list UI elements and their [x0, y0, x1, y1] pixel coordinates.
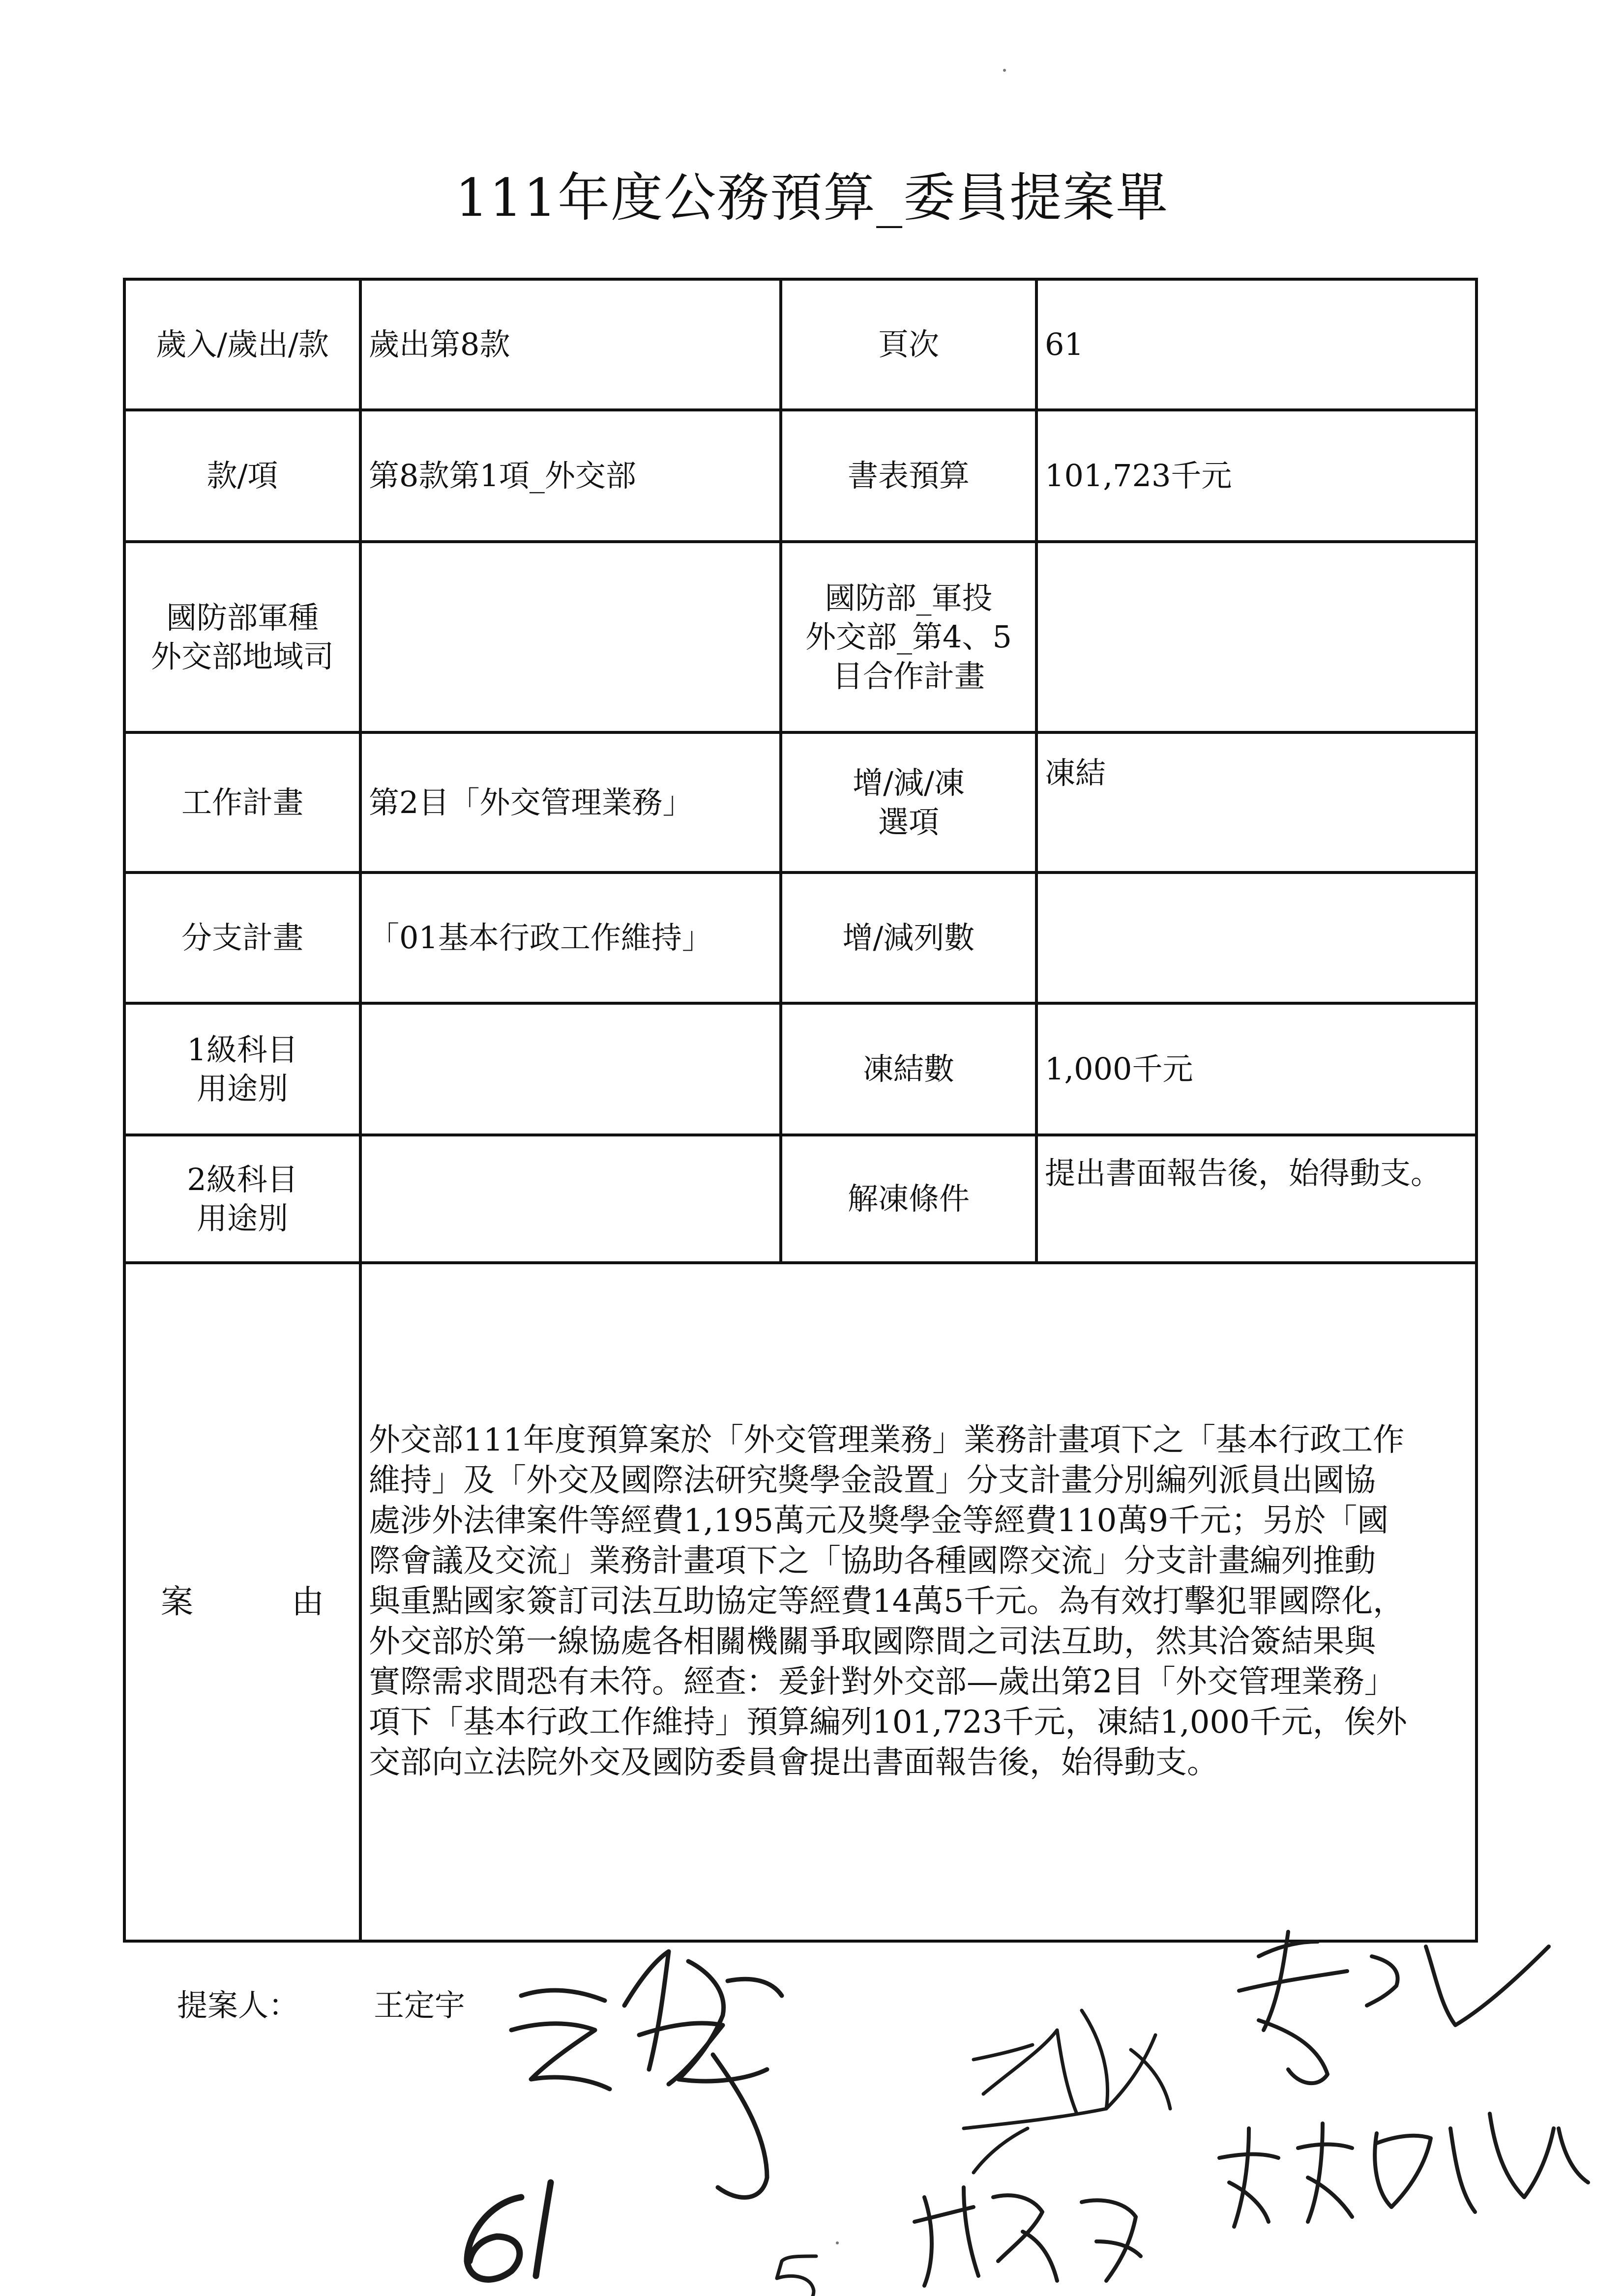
value-defense-branch — [360, 542, 781, 732]
label-line: 外交部_第4、5 — [805, 619, 1012, 655]
value-report-budget: 101,723千元 — [1036, 410, 1476, 542]
value-level1-item — [360, 1003, 781, 1135]
label-work-plan: 工作計畫 — [124, 732, 360, 872]
reason-line: 交部向立法院外交及國防委員會提出書面報告後，始得動支。 — [369, 1744, 1218, 1781]
value-adjust-option: 凍結 — [1036, 732, 1476, 872]
proposal-form-table — [123, 278, 1478, 1943]
reason-line: 項下「基本行政工作維持」預算編列101,723千元，凍結1,000千元，俟外 — [369, 1704, 1407, 1741]
reason-label-char: 由 — [292, 1582, 324, 1621]
signature-3 — [1239, 1932, 1549, 2083]
label-line: 目合作計畫 — [832, 658, 985, 694]
reason-line: 際會議及交流」業務計畫項下之「協助各種國際交流」分支計畫編列推動 — [369, 1543, 1376, 1580]
reason-line: 處涉外法律案件等經費1,195萬元及獎學金等經費110萬9千元；另於「國 — [369, 1503, 1389, 1540]
row-defense-foreign — [124, 542, 1476, 732]
label-line: 用途別 — [196, 1200, 288, 1236]
reason-line: 實際需求間恐有未符。經查：爰針對外交部—歲出第2目「外交管理業務」 — [369, 1663, 1396, 1700]
label-reason — [124, 1263, 360, 1941]
row-level1-item — [124, 1003, 1476, 1135]
row-reason — [124, 1263, 1476, 1941]
label-level1-item — [124, 1003, 360, 1135]
handwritten-small-note — [777, 2256, 816, 2296]
label-line: 國防部_軍投 — [825, 580, 993, 616]
reason-label-char: 案 — [161, 1582, 193, 1621]
label-line: 增/減/凍 — [853, 765, 965, 801]
label-adjust-option — [781, 732, 1036, 872]
value-section: 第8款第1項_外交部 — [360, 410, 781, 542]
proposer-label: 提案人： — [177, 1987, 299, 2023]
label-branch-plan: 分支計畫 — [124, 872, 360, 1003]
label-budget-type: 歲入/歲出/款 — [124, 279, 360, 410]
label-line: 用途別 — [196, 1071, 288, 1106]
reason-line: 維持」及「外交及國際法研究獎學金設置」分支計畫分別編列派員出國協 — [369, 1462, 1376, 1499]
row-branch-plan — [124, 872, 1476, 1003]
label-line: 2級科目 — [187, 1161, 298, 1197]
label-level2-item — [124, 1135, 360, 1263]
label-unfreeze-condition: 解凍條件 — [781, 1135, 1036, 1263]
value-branch-plan: 「01基本行政工作維持」 — [360, 872, 781, 1003]
value-level2-item — [360, 1135, 781, 1263]
label-cooperation-plan — [781, 542, 1036, 732]
handwritten-page-note — [467, 2182, 551, 2279]
value-adjust-amount — [1036, 872, 1476, 1003]
value-page: 61 — [1036, 279, 1476, 410]
label-adjust-amount: 增/減列數 — [781, 872, 1036, 1003]
signature-4 — [915, 2187, 1141, 2286]
scan-speck — [836, 2241, 839, 2244]
label-page: 頁次 — [781, 279, 1036, 410]
value-cooperation-plan — [1036, 542, 1476, 732]
label-section: 款/項 — [124, 410, 360, 542]
signature-1 — [511, 1951, 782, 2197]
proposer-name: 王定宇 — [374, 1987, 466, 2023]
reason-line: 外交部111年度預算案於「外交管理業務」業務計畫項下之「基本行政工作 — [369, 1422, 1405, 1459]
scan-speck — [1003, 69, 1006, 72]
reason-line: 與重點國家簽訂司法互助協定等經費14萬5千元。為有效打擊犯罪國際化， — [369, 1583, 1405, 1620]
value-budget-type: 歲出第8款 — [360, 279, 781, 410]
page-title: 111年度公務預算_委員提案單 — [455, 168, 1169, 228]
reason-line: 外交部於第一線協處各相關機關爭取國際間之司法互助，然其洽簽結果與 — [369, 1623, 1376, 1660]
label-report-budget: 書表預算 — [781, 410, 1036, 542]
label-freeze-amount: 凍結數 — [781, 1003, 1036, 1135]
row-budget-type — [124, 279, 1476, 410]
signature-2 — [964, 2010, 1170, 2173]
label-line: 選項 — [878, 804, 939, 840]
label-line: 1級科目 — [187, 1031, 298, 1068]
reason-text — [360, 1263, 1476, 1941]
row-level2-item — [124, 1135, 1476, 1263]
label-line: 國防部軍種 — [166, 599, 319, 636]
row-work-plan — [124, 732, 1476, 872]
signature-5 — [1219, 2114, 1588, 2227]
value-unfreeze-condition: 提出書面報告後，始得動支。 — [1036, 1135, 1476, 1263]
label-defense-branch — [124, 542, 360, 732]
row-section — [124, 410, 1476, 542]
value-freeze-amount: 1,000千元 — [1036, 1003, 1476, 1135]
value-work-plan: 第2目「外交管理業務」 — [360, 732, 781, 872]
label-line: 外交部地域司 — [150, 639, 334, 674]
